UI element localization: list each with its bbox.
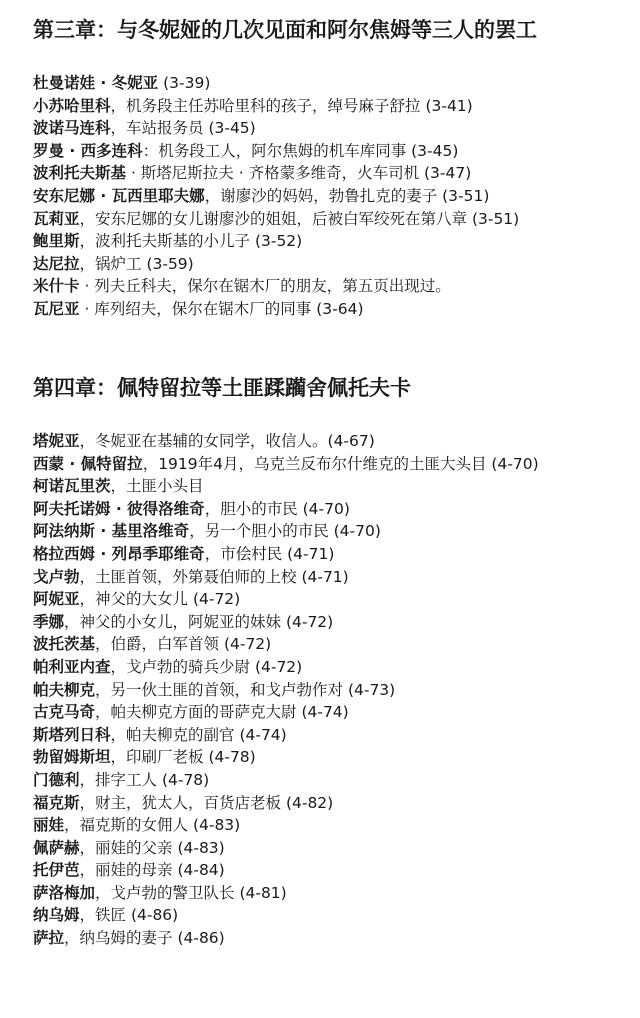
- character-name: 西蒙 · 佩特留拉: [33, 454, 143, 473]
- character-entry: [33, 769, 539, 792]
- character-name: 勃留姆斯坦: [33, 748, 111, 767]
- character-description: ，印刷厂老板 (4-78): [110, 748, 256, 767]
- character-description: ，排字工人 (4-78): [79, 770, 210, 789]
- character-name: 佩萨赫: [33, 838, 80, 857]
- character-description: ，另一个胆小的市民 (4-70): [189, 522, 381, 541]
- character-description: ，戈卢勃的警卫队长 (4-81): [95, 883, 287, 902]
- character-entry: [33, 72, 519, 95]
- character-entry: [33, 117, 519, 140]
- character-description: ，土匪小头目: [110, 477, 204, 496]
- character-description: ，帕夫柳克方面的哥萨克大尉 (4-74): [95, 703, 349, 722]
- character-entry: [33, 837, 539, 860]
- character-description: ，丽娃的父亲 (4-83): [79, 838, 225, 857]
- character-entry: [33, 253, 519, 276]
- character-description: ，戈卢勃的骑兵少尉 (4-72): [110, 657, 303, 676]
- character-description: · 斯塔尼斯拉夫 · 齐格蒙多维奇，火车司机 (3-47): [126, 164, 472, 183]
- character-name: 纳乌姆: [33, 906, 80, 925]
- character-entry: [33, 453, 539, 476]
- character-description: ，伯爵，白军首领 (4-72): [95, 635, 272, 654]
- chapter-3-title: 第三章：与冬妮娅的几次见面和阿尔焦姆等三人的罢工: [33, 18, 537, 42]
- character-entry: [33, 633, 539, 656]
- character-name: 达尼拉: [33, 254, 80, 273]
- character-name: 福克斯: [33, 793, 80, 812]
- character-entry: [33, 475, 539, 498]
- character-name: 萨洛梅加: [33, 883, 96, 902]
- character-name: 古克马奇: [33, 703, 96, 722]
- character-name: 阿夫托诺姆 · 彼得洛维奇: [33, 499, 205, 518]
- character-description: ，机务段主任苏哈里科的孩子，绰号麻子舒拉 (3-41): [110, 96, 473, 115]
- character-entry: [33, 162, 519, 185]
- character-name: 米什卡: [33, 277, 80, 296]
- character-description: ，谢廖沙的妈妈，勃鲁扎克的妻子 (3-51): [204, 186, 490, 205]
- character-entry: [33, 746, 539, 769]
- character-description: ，安东尼娜的女儿谢廖沙的姐姐，后被白军绞死在第八章 (3-51): [79, 209, 520, 228]
- character-description: ，车站报务员 (3-45): [110, 119, 256, 138]
- character-name: 帕夫柳克: [33, 680, 96, 699]
- character-entry: [33, 588, 539, 611]
- character-name: 小苏哈里科: [33, 96, 111, 115]
- character-name: 季娜: [33, 612, 65, 631]
- character-entry: [33, 430, 539, 453]
- character-entry: [33, 679, 539, 702]
- character-name: 萨拉: [33, 929, 65, 948]
- character-name: 波托茨基: [33, 635, 96, 654]
- character-description: ，铁匠 (4-86): [79, 906, 179, 925]
- character-name: 塔妮亚: [33, 432, 80, 450]
- character-name: 安东尼娜 · 瓦西里耶夫娜: [33, 186, 205, 205]
- character-description: ，另一伙土匪的首领，和戈卢勃作对 (4-73): [95, 680, 396, 699]
- character-entry: [33, 520, 539, 543]
- character-description: ，胆小的市民 (4-70): [204, 499, 350, 518]
- character-entry: [33, 208, 519, 231]
- character-entry: [33, 701, 539, 724]
- character-entry: [33, 656, 539, 679]
- character-description: · 列夫丘科夫，保尔在锯木厂的朋友，第五页出现过。: [79, 277, 451, 296]
- character-entry: [33, 275, 519, 298]
- chapter-4-character-list: [33, 430, 539, 950]
- character-description: ，财主，犹太人，百货店老板 (4-82): [79, 793, 334, 812]
- character-name: 鲍里斯: [33, 232, 80, 251]
- character-entry: [33, 859, 539, 882]
- character-name: 波利托夫斯基: [33, 164, 127, 183]
- character-name: 丽娃: [33, 816, 65, 835]
- character-description: ，神父的小女儿，阿妮亚的妹妹 (4-72): [64, 612, 334, 631]
- character-description: ，冬妮亚在基辅的女同学，收信人。(4-67): [79, 432, 375, 450]
- character-entry: [33, 298, 519, 321]
- character-entry: [33, 498, 539, 521]
- character-description: ，波利托夫斯基的小儿子 (3-52): [79, 232, 303, 251]
- chapter-4-title: 第四章：佩特留拉等土匪蹂躏舍佩托夫卡: [33, 376, 411, 400]
- character-description: ，福克斯的女佣人 (4-83): [64, 816, 241, 835]
- character-entry: [33, 230, 519, 253]
- character-description: ，帕夫柳克的副官 (4-74): [110, 725, 287, 744]
- character-name: 戈卢勃: [33, 567, 80, 586]
- character-entry: [33, 814, 539, 837]
- character-name: 瓦尼亚: [33, 299, 80, 318]
- character-entry: [33, 140, 519, 163]
- character-name: 瓦莉亚: [33, 209, 80, 228]
- character-entry: [33, 566, 539, 589]
- character-entry: [33, 882, 539, 905]
- character-name: 帕利亚内查: [33, 657, 111, 676]
- character-entry: [33, 792, 539, 815]
- character-name: 阿妮亚: [33, 590, 80, 609]
- character-name: 斯塔列日科: [33, 725, 111, 744]
- character-description: ：机务段工人，阿尔焦姆的机车库同事 (3-45): [142, 141, 459, 160]
- character-name: 格拉西姆 · 列昂季耶维奇: [33, 544, 205, 563]
- character-description: ，1919年4月，乌克兰反布尔什维克的土匪大头目 (4-70): [142, 454, 539, 473]
- character-description: ，市侩村民 (4-71): [204, 544, 335, 563]
- character-name: 柯诺瓦里茨: [33, 477, 111, 496]
- character-entry: [33, 543, 539, 566]
- character-description: · 库列绍夫，保尔在锯木厂的同事 (3-64): [79, 299, 364, 318]
- character-name: 杜曼诺娃 · 冬妮亚: [33, 74, 159, 92]
- character-name: 罗曼 · 西多连科: [33, 141, 143, 160]
- character-description: ，神父的大女儿 (4-72): [79, 590, 241, 609]
- character-description: (3-39): [158, 74, 211, 92]
- character-entry: [33, 927, 539, 950]
- character-entry: [33, 185, 519, 208]
- chapter-3-character-list: [33, 72, 519, 321]
- character-entry: [33, 724, 539, 747]
- character-name: 波诺马连科: [33, 119, 111, 138]
- character-entry: [33, 904, 539, 927]
- character-name: 门德利: [33, 770, 80, 789]
- character-description: ，丽娃的母亲 (4-84): [79, 861, 225, 880]
- character-description: ，锅炉工 (3-59): [79, 254, 194, 273]
- character-description: ，土匪首领，外第聂伯师的上校 (4-71): [79, 567, 349, 586]
- character-entry: [33, 95, 519, 118]
- character-name: 托伊芭: [33, 861, 80, 880]
- character-entry: [33, 611, 539, 634]
- character-description: ，纳乌姆的妻子 (4-86): [64, 929, 225, 948]
- character-name: 阿法纳斯 · 基里洛维奇: [33, 522, 190, 541]
